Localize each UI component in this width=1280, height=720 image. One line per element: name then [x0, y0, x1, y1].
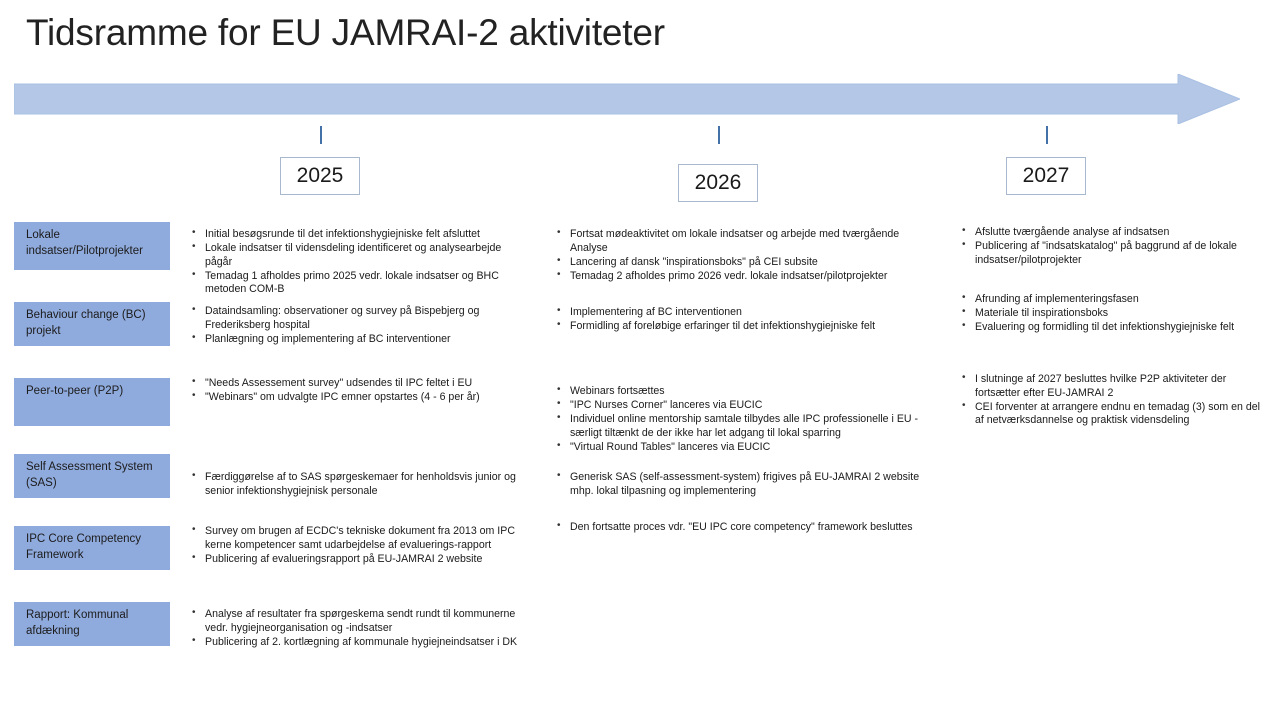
bullet-item: • Publicering af evalueringsrapport på EU-JAMRAI 2 website	[192, 553, 522, 567]
category-box-lokale-indsatser[interactable]	[14, 222, 170, 270]
bullet-item: • Lokale indsatser til vidensdeling identificeret og analysearbejde pågår	[192, 242, 522, 269]
category-label: Self Assessment System (SAS)	[26, 461, 153, 489]
bullet-item: • Generisk SAS (self-assessment-system) frigives på EU-JAMRAI 2 website mhp. lokal tilpasning og implementering	[557, 471, 932, 498]
bullet-item: • Implementering af BC interventionen	[557, 306, 932, 320]
category-box-peer-to-peer[interactable]	[14, 378, 170, 426]
category-box-self-assessment-system[interactable]	[14, 454, 170, 498]
bullets-2025-behaviour-change	[192, 305, 522, 347]
bullet-item: • Fortsat mødeaktivitet om lokale indsatser og arbejde med tværgående Analyse	[557, 228, 932, 255]
bullet-item: • Dataindsamling: observationer og survey på Bispebjerg og Frederiksberg hospital	[192, 305, 522, 332]
year-box-2026[interactable]	[678, 164, 758, 202]
bullets-2026-ipc-core-competency	[557, 521, 932, 535]
bullets-2025-ipc-core-competency	[192, 525, 522, 567]
bullets-2026-behaviour-change	[557, 306, 932, 334]
bullets-2025-lokale-indsatser	[192, 228, 522, 297]
bullet-item: • Individuel online mentorship samtale tilbydes alle IPC professionelle i EU - særligt tiltænkt de der ikke har let adgang til lokal sparring	[557, 413, 932, 440]
page-title: Tidsramme for EU JAMRAI-2 aktiviteter	[26, 12, 665, 53]
year-label-2027: 2027	[1022, 164, 1070, 187]
bullets-2026-peer-to-peer	[557, 385, 932, 455]
bullet-item: • Temadag 2 afholdes primo 2026 vedr. lokale indsatser/pilotprojekter	[557, 270, 932, 284]
bullet-item: • Afslutte tværgående analyse af indsatsen	[962, 226, 1262, 240]
bullet-item: • "Virtual Round Tables" lanceres via EUCIC	[557, 441, 932, 455]
bullets-2026-lokale-indsatser	[557, 228, 932, 284]
bullets-2027-behaviour-change	[962, 293, 1262, 335]
bullet-item: • Lancering af dansk "inspirationsboks" på CEI subsite	[557, 256, 932, 270]
bullet-item: • Webinars fortsættes	[557, 385, 932, 399]
bullet-item: • Temadag 1 afholdes primo 2025 vedr. lokale indsatser og BHC metoden COM-B	[192, 270, 522, 297]
bullets-2025-peer-to-peer	[192, 377, 522, 405]
bullets-2026-self-assessment	[557, 471, 932, 499]
bullet-item: • Analyse af resultater fra spørgeskema sendt rundt til kommunerne vedr. hygiejneorganisation og -indsatser	[192, 608, 522, 635]
category-box-ipc-core-competency[interactable]	[14, 526, 170, 570]
bullet-item: • "Webinars" om udvalgte IPC emner opstartes (4 - 6 per år)	[192, 391, 522, 405]
bullet-item: • Afrunding af implementeringsfasen	[962, 293, 1262, 307]
category-label: IPC Core Competency Framework	[26, 533, 142, 561]
bullet-item: • Survey om brugen af ECDC's tekniske dokument fra 2013 om IPC kerne kompetencer samt udarbejdelse af evaluerings-rapport	[192, 525, 522, 552]
year-box-2025[interactable]	[280, 157, 360, 195]
bullet-item: • Færdiggørelse af to SAS spørgeskemaer for henholdsvis junior og senior infektionshygiejnisk personale	[192, 471, 522, 498]
bullet-item: • "IPC Nurses Corner" lanceres via EUCIC	[557, 399, 932, 413]
year-label-2025: 2025	[296, 164, 344, 187]
year-tick-2027	[1046, 126, 1048, 144]
bullet-item: • Evaluering og formidling til det infektionshygiejniske felt	[962, 321, 1262, 335]
category-label: Lokale indsatser/Pilotprojekter	[26, 229, 143, 257]
bullet-item: • Formidling af foreløbige erfaringer til det infektionshygiejniske felt	[557, 320, 932, 334]
category-label: Rapport: Kommunal afdækning	[26, 609, 129, 637]
bullet-item: • Materiale til inspirationsboks	[962, 307, 1262, 321]
category-box-behaviour-change[interactable]	[14, 302, 170, 346]
bullets-2027-lokale-indsatser	[962, 226, 1262, 268]
category-label: Peer-to-peer (P2P)	[26, 385, 124, 397]
bullet-item: • Den fortsatte proces vdr. "EU IPC core competency" framework besluttes	[557, 521, 932, 535]
bullet-item: • Publicering af 2. kortlægning af kommunale hygiejneindsatser i DK	[192, 636, 522, 650]
bullets-2025-self-assessment	[192, 471, 522, 499]
category-box-rapport-kommunal[interactable]	[14, 602, 170, 646]
bullets-2025-rapport-kommunal	[192, 608, 522, 650]
bullets-2027-peer-to-peer	[962, 373, 1262, 428]
bullet-item: • Initial besøgsrunde til det infektionshygiejniske felt afsluttet	[192, 228, 522, 242]
bullet-item: • "Needs Assessement survey" udsendes til IPC feltet i EU	[192, 377, 522, 391]
year-label-2026: 2026	[694, 171, 742, 194]
year-box-2027[interactable]	[1006, 157, 1086, 195]
bullet-item: • Planlægning og implementering af BC interventioner	[192, 333, 522, 347]
category-label: Behaviour change (BC) projekt	[26, 309, 146, 337]
timeline-arrow	[14, 74, 1240, 124]
bullet-item: • I slutninge af 2027 besluttes hvilke P2P aktiviteter der fortsætter efter EU-JAMRAI 2	[962, 373, 1262, 400]
year-tick-2026	[718, 126, 720, 144]
timeline-arrow-shape	[14, 74, 1240, 124]
bullet-item: • CEI forventer at arrangere endnu en temadag (3) som en del af netværksdannelse og praktisk vidensdeling	[962, 401, 1262, 428]
year-tick-2025	[320, 126, 322, 144]
bullet-item: • Publicering af "indsatskatalog" på baggrund af de lokale indsatser/pilotprojekter	[962, 240, 1262, 267]
